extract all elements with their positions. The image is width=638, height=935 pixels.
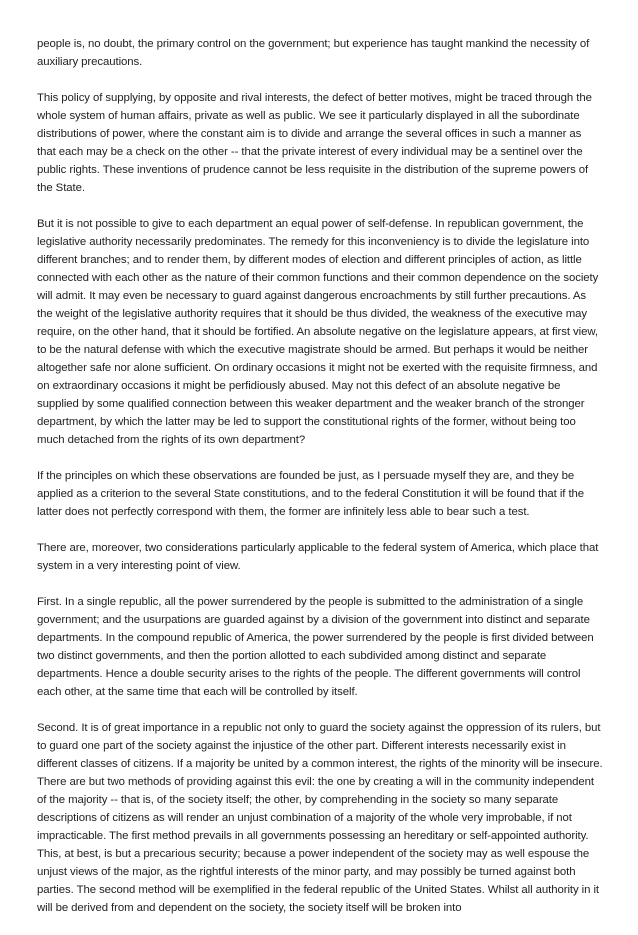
paragraph-principles-criterion: If the principles on which these observations are founded be just, as I persuade myself they are, and they be applied as a criterion to the several State constitutions, and to the federal Constitution it will be found that if the latter does not perfectly correspond with them, the former are infinitely less able to bear such a test. xyxy=(37,470,585,518)
paragraph-auxiliary-precautions: people is, no doubt, the primary control on the government; but experience has taught mankind the necessity of auxiliary precautions. xyxy=(37,38,590,68)
paragraph-self-defense: But it is not possible to give to each department an equal power of self-defense. In republican government, the legislative authority necessarily predominates. The remedy for this inconveniency is to divide the legislature into different branches; and to render them, by different modes of election and different principles of action, as little connected with each other as the nature of their common functions and their common dependence on the society will admit. It may even be necessary to guard against dangerous encroachments by still further precautions. As the weight of the legislative authority requires that it should be thus divided, the weakness of the executive may require, on the other hand, that it should be fortified. An absolute negative on the legislature appears, at first view, to be the natural defense with which the executive magistrate should be armed. But perhaps it would be neither altogether safe nor alone sufficient. On ordinary occasions it might not be exerted with the requisite firmness, and on extraordinary occasions it might be perfidiously abused. May not this defect of an absolute negative be supplied by some qualified connection between this weaker department and the weaker branch of the stronger department, by which the latter may be led to support the constitutional rights of the former, without being too much detached from the rights of its own department? xyxy=(37,218,599,446)
paragraph-second-consideration: Second. It is of great importance in a republic not only to guard the society against the oppression of its rulers, but to guard one part of the society against the injustice of the other part. Different interests necessarily exist in different classes of citizens. If a majority be united by a common interest, the rights of the minority will be insecure. There are but two methods of providing against this evil: the one by creating a will in the community independent of the majority -- that is, of the society itself; the other, by comprehending in the society so many separate descriptions of citizens as will render an unjust combination of a majority of the whole very improbable, if not impracticable. The first method prevails in all governments possessing an hereditary or self-appointed authority. This, at best, is but a precarious security; because a power independent of the society may as well espouse the unjust views of the major, as the rightful interests of the minor party, and may possibly be turned against both parties. The second method will be exemplified in the federal republic of the United States. Whilst all authority in it will be derived from and dependent on the society, the society itself will be broken into xyxy=(37,722,603,914)
paragraph-rival-interests: This policy of supplying, by opposite and rival interests, the defect of better motives, might be traced through the whole system of human affairs, private as well as public. We see it particularly displayed in all the subordinate distributions of power, where the constant aim is to divide and arrange the several offices in such a manner as that each may be a check on the other -- that the private interest of every individual may be a sentinel over the public rights. These inventions of prudence cannot be less requisite in the distribution of the supreme powers of the State. xyxy=(37,92,592,194)
paragraph-two-considerations: There are, moreover, two considerations particularly applicable to the federal system of America, which place that system in a very interesting point of view. xyxy=(37,542,599,572)
paragraph-first-consideration: First. In a single republic, all the power surrendered by the people is submitted to the administration of a single government; and the usurpations are guarded against by a division of the government into distinct and separate departments. In the compound republic of America, the power surrendered by the people is first divided between two distinct governments, and then the portion allotted to each subdivided among distinct and separate departments. Hence a double security arises to the rights of the people. The different governments will control each other, at the same time that each will be controlled by itself. xyxy=(37,596,594,698)
document-body xyxy=(37,35,603,935)
